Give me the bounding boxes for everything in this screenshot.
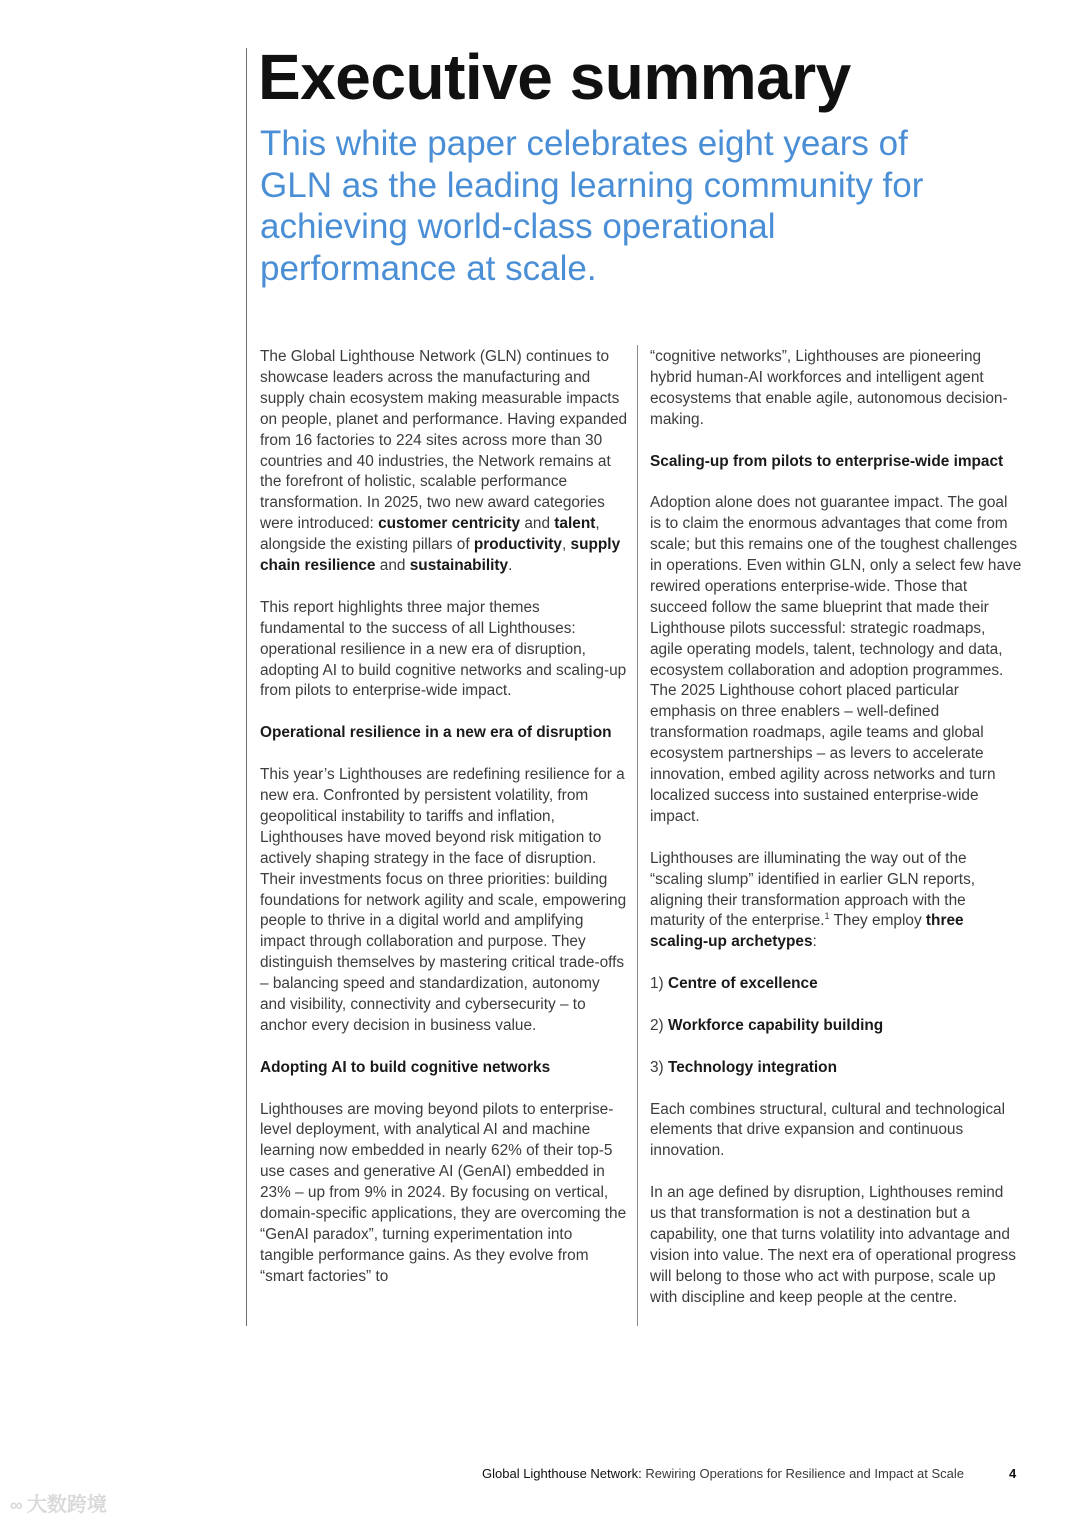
archetypes-paragraph: Lighthouses are illuminating the way out of the “scaling slump” identified in earlier GLN reports, aligning their transformation approach with the maturity of the enterprise.$^1$ They employ three scaling-up archetypes: (650, 849, 976, 951)
resilience-paragraph: This year’s Lighthouses are redefining resilience for a new era. Confronted by persistent volatility, from geopolitical instability to tariffs and inflation, Lighthouses have moved beyond risk mitigation to actively shaping strategy in the face of disruption. Their investments focus on three priorities: building foundations for network agility and scale, empowering people to thrive in a digital world and amplifying impact through collaboration and purpose. They distinguish themselves by mastering critical trade-offs – balancing speed and standardization, autonomy and visibility, connectivity and cybersecurity – to anchor every decision in business value. (260, 766, 627, 1034)
page-subtitle: This white paper celebrates eight years of GLN as the leading learning community for achieving world-class operational performance at scale. (260, 124, 924, 288)
watermark-text: 大数跨境 (26, 1494, 107, 1516)
intro-paragraph: The Global Lighthouse Network (GLN) continues to showcase leaders across the manufacturing and supply chain ecosystem making measurable impacts on people, planet and performance. Having expanded from 16 factories to 224 sites across more than 30 countries and 40 industries, the Network remains at the forefront of holistic, scalable performance transformation. In 2025, two new award categories were introduced: customer centricity and talent, alongside the existing pillars of productivity, supply chain resilience and sustainability. (260, 348, 628, 575)
themes-paragraph: This report highlights three major themes fundamental to the success of all Lighthouses: operational resilience in a new era of disruption, adopting AI to build cognitive networks and scaling-up from pilots to enterprise-wide impact. (260, 598, 627, 700)
text-column-left (260, 347, 628, 1309)
left-margin-rule (246, 48, 247, 1326)
page-footer (482, 1465, 1017, 1483)
section-heading-resilience: Operational resilience in a new era of disruption (260, 724, 612, 742)
footer-brand: Global Lighthouse Network: (482, 1466, 642, 1481)
list-item: 2) Workforce capability building (650, 1016, 884, 1034)
scaling-paragraph: Adoption alone does not guarantee impact. The goal is to claim the enormous advantages that come from scale; but this remains one of the toughest challenges in operations. Even within GLN, only a select few have rewired operations enterprise-wide. Those that succeed follow the same blueprint that made their Lighthouse pilots successful: strategic roadmaps, agile operating models, talent, technology and data, ecosystem collaboration and adoption programmes. The 2025 Lighthouse cohort placed particular emphasis on three enablers – well-defined transformation roadmaps, agile teams and global ecosystem partnerships – as levers to accelerate innovation, embed agility across networks and turn localized success into sustained enterprise-wide impact. (650, 494, 1022, 825)
text-column-right (650, 347, 1022, 1329)
ai-paragraph: Lighthouses are moving beyond pilots to enterprise-level deployment, with analytical AI and machine learning now embedded in nearly 62% of their top-5 use cases and generative AI (GenAI) embedded in 23% – up from 9% in 2024. By focusing on vertical, domain-specific applications, they are overcoming the “GenAI paradox”, turning experimentation into tangible performance gains. As they evolve from “smart factories” to (260, 1100, 627, 1285)
archetypes-description: Each combines structural, cultural and technological elements that drive expansion and continuous innovation. (650, 1100, 1006, 1160)
watermark (10, 1492, 107, 1518)
link-logo-icon: ∞ (10, 1495, 23, 1515)
page-number: 4 (1009, 1466, 1017, 1481)
section-heading-ai: Adopting AI to build cognitive networks (260, 1058, 551, 1076)
column-divider-rule (637, 345, 638, 1326)
section-heading-scaling: Scaling-up from pilots to enterprise-wide impact (650, 452, 1004, 470)
page-title: Executive summary (258, 41, 851, 113)
archetypes-list (650, 974, 1022, 1079)
footer-report-title: Rewiring Operations for Resilience and Impact at Scale (645, 1466, 964, 1481)
closing-paragraph: In an age defined by disruption, Lighthouses remind us that transformation is not a destination but a capability, one that turns volatility into advantage and vision into value. The next era of operational progress will belong to those who act with purpose, scale up with discipline and keep people at the centre. (650, 1184, 1016, 1306)
ai-paragraph-continued: “cognitive networks”, Lighthouses are pioneering hybrid human-AI workforces and intelligent agent ecosystems that enable agile, autonomous decision-making. (650, 348, 1008, 428)
list-item: 3) Technology integration (650, 1058, 837, 1076)
list-item: 1) Centre of excellence (650, 975, 818, 993)
